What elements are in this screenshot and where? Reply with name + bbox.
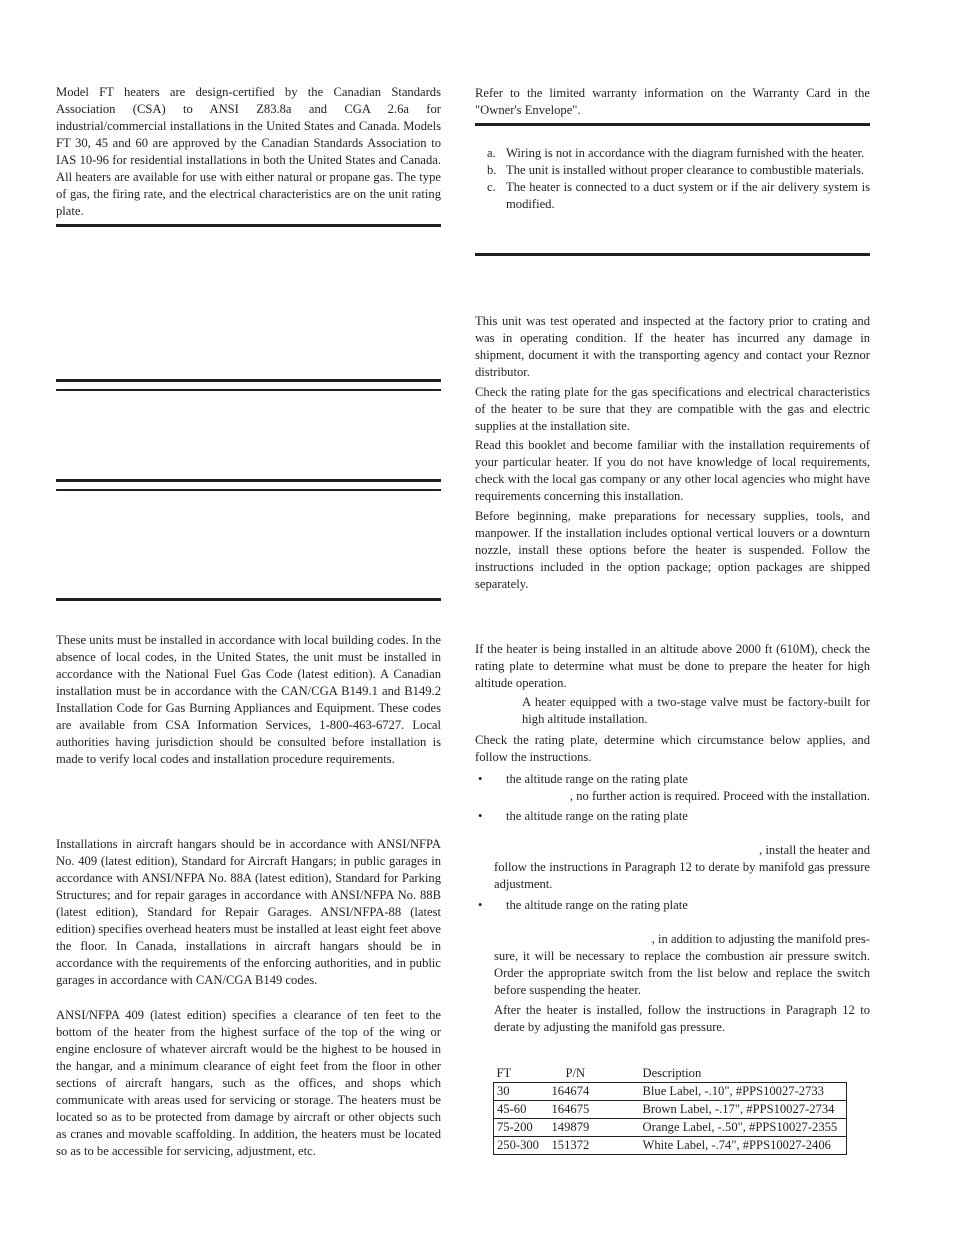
column-header: FT xyxy=(496,1066,512,1080)
section-rule xyxy=(56,489,441,491)
table-row: 75-200 149879 Orange Label, -.50", #PPS10027-2355 xyxy=(494,1119,847,1137)
altitude-bullet-3 xyxy=(475,897,870,914)
list-item: • the altitude range on the rating plate , no further action is required. Proceed with the installation. xyxy=(478,772,870,803)
after-install-paragraph: After the heater is installed, follow the instructions in Paragraph 12 to derate by adjusting the manifold gas pressure. xyxy=(494,1003,870,1034)
list-item: b. The unit is installed without proper clearance to combustible materials. xyxy=(487,163,865,177)
altitude-bullet-3-rest: sure, it will be necessary to replace the combustion air pressure switch. Order the appropriate switch from the list below and replace the switch before suspending the heater. xyxy=(494,949,870,997)
table-row: 30 164674 Blue Label, -.10", #PPS10027-2733 xyxy=(494,1083,847,1101)
altitude-check-paragraph: Check the rating plate, determine which circumstance below applies, and follow the instructions. xyxy=(475,733,870,764)
pressure-switch-table xyxy=(493,1065,847,1155)
column-header: P/N xyxy=(565,1066,586,1080)
section-rule xyxy=(56,598,441,601)
list-item: • the altitude range on the rating plate xyxy=(478,809,688,823)
section-rule xyxy=(475,253,870,256)
section-rule xyxy=(56,379,441,382)
list-item: c. The heater is connected to a duct system or if the air delivery system is modified. xyxy=(487,180,870,211)
section-rule xyxy=(475,123,870,126)
altitude-intro-paragraph: If the heater is being installed in an altitude above 2000 ft (610M), check the rating plate to determine what must be done to prepare the heater for high altitude operation. xyxy=(475,642,870,690)
two-stage-note: A heater equipped with a two-stage valve must be factory-built for high altitude installation. xyxy=(522,695,870,726)
section-rule xyxy=(56,224,441,227)
codes-paragraph: These units must be installed in accordance with local building codes. In the absence of local codes, in the United States, the unit must be installed in accordance with the National Fuel Gas Code (latest edition). A Canadian installation must be in accordance with the CAN/CGA B149.1 and B149.2 Installation Code for Gas Burning Appliances and Equipment. These codes are available from CSA Information Services, 1-800-463-6727. Local authorities having jurisdiction should be consulted before installation is made to verify local codes and installation procedure requirements. xyxy=(56,633,441,766)
warranty-exclusions-list xyxy=(475,145,870,213)
hangar-clearance-paragraph: ANSI/NFPA 409 (latest edition) specifies a clearance of ten feet to the bottom of the heater from the highest surface of the top of the wing or engine enclosure of whatever aircraft would be the highest to be housed in the hangar, and a minimum clearance of eight feet from the floor in other sections of aircraft hangars, such as the offices, and shops which communicate with areas used for servicing or storage. The heaters must be located so as to be protected from damage by aircraft or other objects such as cranes and movable scaffolding. In addition, the heaters must be located so as to be accessible for servicing, adjustment, etc. xyxy=(56,1008,441,1158)
altitude-bullet-1 xyxy=(475,771,870,805)
booklet-paragraph: Read this booklet and become familiar with the installation requirements of your particular heater. If you do not have knowledge of local requirements, check with the local gas company or any other local agencies who might have requirements concerning this installation. xyxy=(475,438,870,503)
rating-plate-paragraph: Check the rating plate for the gas specifications and electrical characteristics of the heater to be sure that they are compatible with the gas and electric supplies at the installation site. xyxy=(475,385,870,433)
list-item: • the altitude range on the rating plate xyxy=(478,898,688,912)
altitude-bullet-2 xyxy=(475,808,870,825)
table-row: 45-60 164675 Brown Label, -.17", #PPS10027-2734 xyxy=(494,1101,847,1119)
section-rule xyxy=(56,389,441,391)
column-header: Description xyxy=(642,1066,702,1080)
altitude-bullet-3-cont: , in addition to adjusting the manifold pres- xyxy=(651,932,870,946)
section-rule xyxy=(56,479,441,482)
warranty-paragraph: Refer to the limited warranty information on the Warranty Card in the "Owner's Envelope". xyxy=(475,86,870,117)
table-header-row xyxy=(494,1065,847,1083)
certification-paragraph: Model FT heaters are design-certified by the Canadian Standards Association (CSA) to ANSI Z83.8a and CGA 2.6a for industrial/commercial installations in the United States and Canada. Models FT 30, 45 and 60 are approved by the Canadian Standards Association to IAS 10-96 for residential installations in both the United States and Canada. All heaters are available for use with either natural or propane gas. The type of gas, the firing rate, and the electrical characteristics are on the unit rating plate. xyxy=(56,85,441,218)
receiving-paragraph: This unit was test operated and inspected at the factory prior to crating and was in operating condition. If the heater has incurred any damage in shipment, document it with the transporting agency and contact your Reznor distributor. xyxy=(475,314,870,379)
altitude-bullet-2-rest: follow the instructions in Paragraph 12 to derate by manifold gas pressure adjustment. xyxy=(494,860,870,891)
list-item: a. Wiring is not in accordance with the diagram furnished with the heater. xyxy=(487,146,865,160)
hangar-paragraph: Installations in aircraft hangars should be in accordance with ANSI/NFPA No. 409 (latest edition), Standard for Aircraft Hangars; in public garages in accordance with ANSI/NFPA No. 88A (latest edition), Standard for Parking Structures; and for repair garages in accordance with ANSI/NFPA No. 88B (latest edition), Standard for Repair Garages. ANSI/NFPA-88 (latest edition) specifies overhead heaters must be installed at least eight feet above the floor. In Canada, installations in aircraft hangars should be in accordance with the requirements of the enforcing authorities, and in public garages in accordance with CAN/CGA B149 codes. xyxy=(56,837,442,987)
preparation-paragraph: Before beginning, make preparations for necessary supplies, tools, and manpower. If the installation includes optional vertical louvers or a downturn nozzle, install these options before the heater is suspended. Follow the instructions included in the option package; option packages are shipped separately. xyxy=(475,509,870,591)
altitude-bullet-2-cont: , install the heater and xyxy=(759,843,870,857)
table-row: 250-300 151372 White Label, -.74", #PPS10027-2406 xyxy=(494,1137,847,1155)
